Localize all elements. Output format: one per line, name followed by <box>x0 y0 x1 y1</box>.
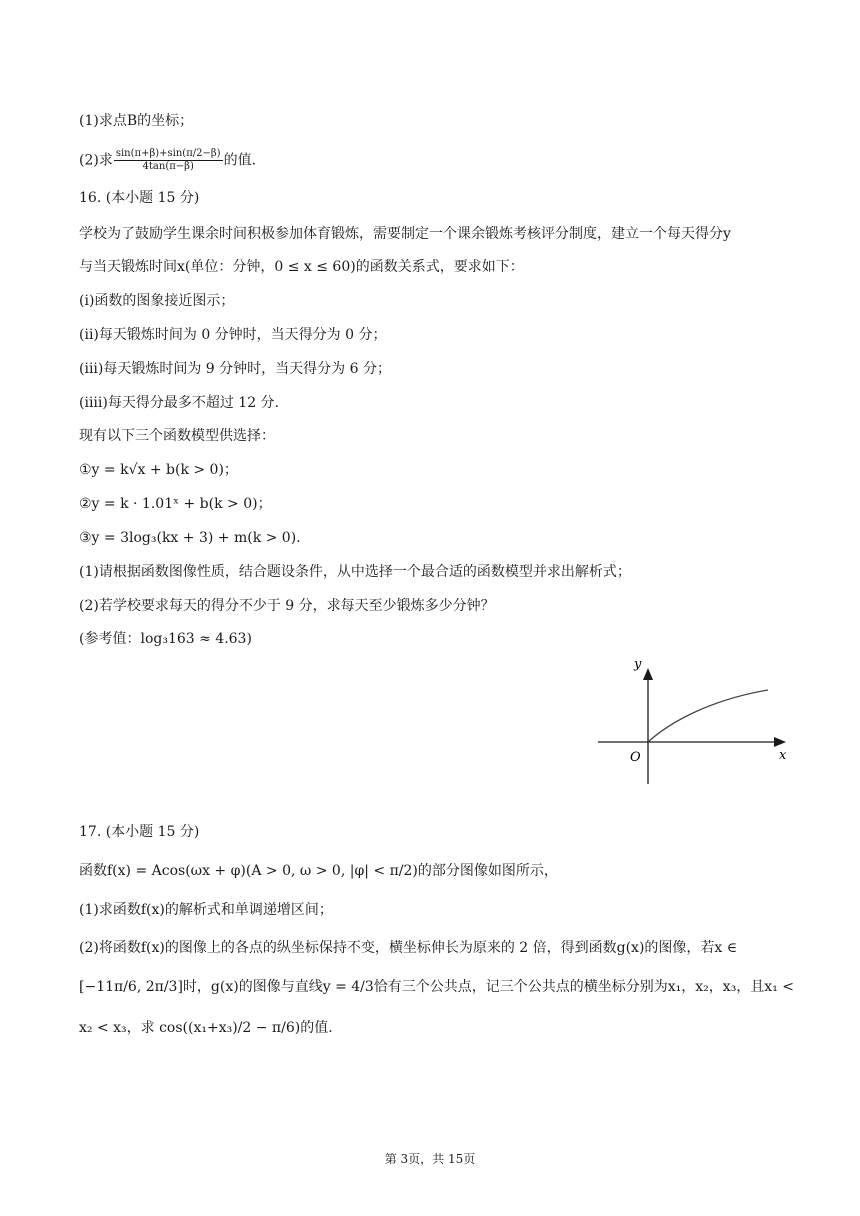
q15-fraction-numerator: sin(π+β)+sin(π/2−β) <box>115 148 221 159</box>
q16-model-1: ①y = k√x + b(k > 0)； <box>79 462 238 478</box>
q15-fraction-denominator: 4tan(π−β) <box>142 161 194 172</box>
x-axis-arrow <box>774 737 786 747</box>
q17-stem: 函数f(x) = Acos(ωx + φ)(A > 0, ω > 0, |φ| < π/2)的部分图像如图所示， <box>79 863 558 879</box>
q16-model-3: ③y = 3log₃(kx + 3) + m(k > 0). <box>79 530 301 546</box>
q17-header: 17. (本小题 15 分) <box>79 824 200 840</box>
q17-part2-line1: (2)将函数f(x)的图像上的各点的纵坐标保持不变，横坐标伸长为原来的 2 倍，得到函数g(x)的图像，若x ∈ <box>79 940 738 956</box>
q17-part-1: (1)求函数f(x)的解析式和单调递增区间； <box>79 902 333 918</box>
x-axis-label: x <box>779 748 787 763</box>
q16-task-2: (2)若学校要求每天的得分不少于 9 分，求每天至少锻炼多少分钟？ <box>79 598 495 614</box>
q16-models-intro: 现有以下三个函数模型供选择： <box>79 428 275 444</box>
q17-part2-line3: x₂ < x₃，求 cos((x₁+x₃)/2 − π/6)的值. <box>79 1020 333 1036</box>
q15-part2-suffix: 的值. <box>223 152 257 169</box>
origin-label: O <box>630 750 641 765</box>
q16-intro-line2: 与当天锻炼时间x(单位：分钟，0 ≤ x ≤ 60)的函数关系式，要求如下： <box>79 259 524 275</box>
page-footer: 第 3页，共 15页 <box>384 1152 476 1166</box>
function-curve <box>648 690 768 742</box>
q17-part2-line2: [−11π/6, 2π/3]时，g(x)的图像与直线y = 4/3恰有三个公共点，记三个公共点的横坐标分别为x₁，x₂，x₃，且x₁ < <box>79 979 794 995</box>
q16-reference-value: (参考值：log₃163 ≈ 4.63) <box>79 631 252 647</box>
q15-fraction <box>114 148 223 173</box>
q16-model-2: ②y = k · 1.01ˣ + b(k > 0)； <box>79 496 272 512</box>
y-axis-label: y <box>634 657 642 672</box>
q16-task-1: (1)请根据函数图像性质，结合题设条件，从中选择一个最合适的函数模型并求出解析式； <box>79 564 631 580</box>
y-axis-arrow <box>643 668 653 680</box>
q16-requirement-4: (iiii)每天得分最多不超过 12 分. <box>79 395 279 411</box>
q15-part1: (1)求点B的坐标； <box>79 113 194 129</box>
q16-header: 16. (本小题 15 分) <box>79 190 200 206</box>
q15-part2-prefix: (2)求 <box>79 152 113 169</box>
q16-intro-line1: 学校为了鼓励学生课余时间积极参加体育锻炼，需要制定一个课余锻炼考核评分制度，建立一个每天得分y <box>79 226 731 242</box>
q16-function-graph <box>590 652 800 792</box>
q16-requirement-2: (ii)每天锻炼时间为 0 分钟时，当天得分为 0 分； <box>79 327 387 343</box>
q16-requirement-3: (iii)每天锻炼时间为 9 分钟时，当天得分为 6 分； <box>79 361 391 377</box>
q15-part2 <box>79 148 256 173</box>
q16-requirement-1: (i)函数的图象接近图示； <box>79 293 235 309</box>
